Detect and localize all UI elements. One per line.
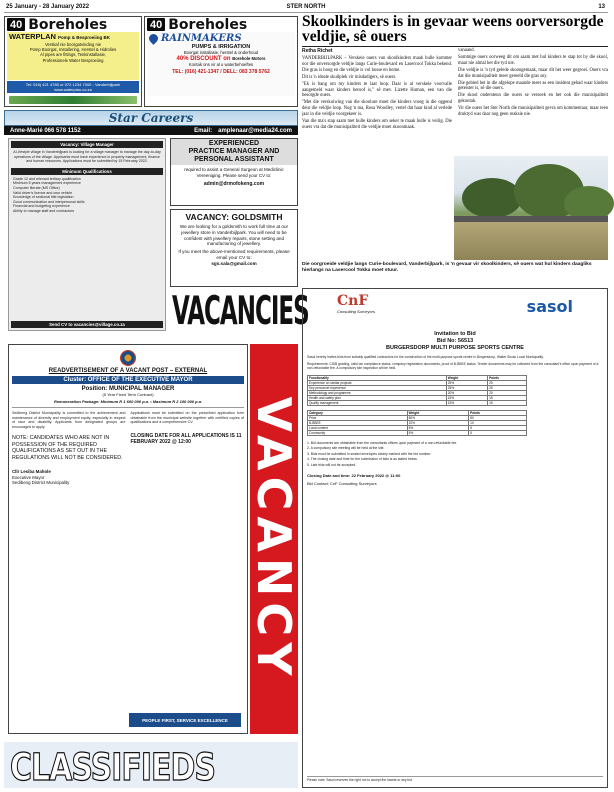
functionality-table bbox=[307, 375, 527, 406]
table-cell: Points bbox=[488, 375, 527, 380]
mayor-name: Cllr Lesiba Mahole bbox=[12, 469, 51, 475]
waterplan-line: Al pipes are fittings, Tenkinstallasie, bbox=[39, 52, 107, 58]
article-paragraph: VANDERBIJLPARK – Verskeie ouers van skoolkinders maak hulle kommer oor die onversorgde veldjie langs Curie-boulevard en Lasercool Tokka bekend. Die gras is hoog en die veldjie is vol bosse en bome. bbox=[302, 56, 452, 73]
table-cell: 25% bbox=[446, 385, 487, 390]
closing-value: 22 February 2022 @ 11:00 bbox=[351, 473, 401, 479]
rainmakers-tel: TEL: (016) 421-1347 / DELL: 083 378 5762 bbox=[172, 69, 270, 76]
table-cell: Methodology and programme bbox=[308, 390, 447, 395]
waterplan-contact: Tel: 016) 421 4780 or 072 1234 7000 - Vanderbijlpark bbox=[25, 82, 121, 87]
vacancies-title-wrap bbox=[172, 290, 309, 335]
tender-footer: Please note: Sasol reserves the right not to accept the lowest or any bid. bbox=[307, 776, 603, 783]
forty-badge: 40 bbox=[147, 18, 165, 31]
goldsmith-body: We are looking for a goldsmith to work full time at our jewellery store in Vanderbijlpark. You will need to be confident with jewellery repairs, stone setting and manufacturing of jewellery. bbox=[179, 224, 289, 247]
star-careers-contact: Anne-Marié 066 578 1152 bbox=[10, 127, 81, 134]
grass-strip bbox=[9, 96, 137, 104]
waterplan-title-rest: Pomp & Besproeiing BK bbox=[58, 35, 111, 40]
table-row bbox=[308, 430, 527, 435]
practice-body: required to assist a General Surgeon at Mediclinic Vereeniging. Please send your CV to: bbox=[184, 167, 284, 178]
rainmakers-brand: RAINMAKERS bbox=[161, 33, 242, 44]
paper-name: STER NORTH bbox=[286, 4, 326, 10]
rainmakers-panel bbox=[147, 32, 295, 96]
municipal-intro: Sedibeng District Municipality is committed to the achievement and maintenance of diversity and employment equity, especially in respect of race and disability. Applicants from designated groups are encouraged to apply. bbox=[12, 411, 126, 429]
table-cell: 5 bbox=[469, 430, 527, 435]
waterplan-line: Verskaf nie boorgatvinding nie bbox=[44, 42, 102, 47]
waterplan-panel bbox=[7, 32, 139, 80]
classifieds-banner bbox=[4, 742, 298, 788]
village-text: A Lifestyle village in Vanderbijlpark is looking for a village manager to manage the day-to-day operations of the village. Applicants must have experience in property management, finance and human resources. Applications must be submitted by 15 February 2022. bbox=[13, 150, 161, 164]
municipal-position-sub: (5 Year Fixed Term Contract) bbox=[102, 392, 154, 397]
table-cell: 5 bbox=[469, 425, 527, 430]
table-cell: 25 bbox=[488, 385, 527, 390]
municipal-header: READVERTISEMENT OF A VACANT POST – EXTERNAL bbox=[48, 368, 208, 374]
village-req-title: Minimum Qualifications bbox=[11, 168, 163, 175]
boreholes-word: Boreholes bbox=[28, 16, 108, 33]
article-column-1 bbox=[302, 56, 452, 262]
tender-item: 5. Late bids will not be accepted. bbox=[307, 462, 357, 467]
article-paragraph: Vir die ouers het Ster North die munisipaliteit gevra om kommentaar, maar teen druktyd was daar nog geen reaksie nie. bbox=[458, 106, 608, 118]
table-cell: Price bbox=[308, 415, 408, 420]
municipal-remuneration: Remuneration Package: Minimum R 1 600 000 p.a. • Maximum R 2 100 000 p.a. bbox=[53, 399, 203, 404]
tender-item: 2. A compulsory site meeting will be held at the site. bbox=[307, 446, 385, 451]
page-masthead bbox=[4, 3, 608, 13]
municipal-note: NOTE: CANDIDATES WHO ARE NOT IN POSSESSION OF THE REQUIRED QUALIFICATIONS AS SET OUT IN THE REGULATIONS WILL NOT BE CONSIDERED. bbox=[12, 435, 123, 461]
article-paragraph: "Met die verskuiwing van die skoolure moet die kinders vroeg in die oggend deur die veldjie loop. Nog 'n ma, Rosa Woodley, vertel dat haar kind al verlede jaar in die veldjie voorgekeer is. bbox=[302, 100, 452, 118]
vacancies-title: VACANCIES bbox=[172, 290, 309, 335]
rain-drop-icon bbox=[147, 32, 160, 45]
waterplan-ad bbox=[4, 16, 142, 107]
forty-badge: 40 bbox=[7, 18, 25, 31]
rainmakers-small: Kontak ons vir al u waterbehoeftes bbox=[188, 62, 254, 68]
table-cell: Weight bbox=[407, 410, 469, 415]
table-cell: Experience on similar projects bbox=[308, 380, 447, 385]
article-paragraph: "Ek is bang om my kinders te laat loop. Daar is al verskeie voorvalle aangemeld waar kinders beroof is," sê mev. Lizette Human, een van die besorgde ouers. bbox=[302, 81, 452, 99]
goldsmith-title: VACANCY: GOLDSMITH bbox=[185, 212, 283, 222]
table-cell: 25% bbox=[446, 380, 487, 385]
practice-email: admin@drmofokeng.com bbox=[203, 180, 265, 187]
article-paragraph: Die skool ondersteun die ouers se versoek en het ook die munisipaliteit gekontak. bbox=[458, 93, 608, 105]
table-cell: Category bbox=[308, 410, 408, 415]
tender-project: BURGERSDORP MULTI PURPOSE SPORTS CENTRE bbox=[386, 345, 524, 351]
star-careers-contact-bar bbox=[4, 126, 298, 135]
village-manager-ad bbox=[8, 138, 166, 331]
table-cell: B-BBEE bbox=[308, 420, 408, 425]
tender-item: 3. Bids must be submitted in sealed envelopes clearly marked with the bid number. bbox=[307, 451, 432, 456]
village-req: Grade 12 and relevant tertiary qualification bbox=[13, 176, 81, 181]
village-req: Valid driver's licence and own vehicle bbox=[13, 190, 73, 195]
classifieds-title: CLASSIFIEDS bbox=[10, 746, 216, 790]
municipal-right-body: Applications must be submitted on the prescribed application form obtainable from the municipal website together with certified copies of qualifications and a comprehensive CV. bbox=[130, 411, 244, 425]
table-cell: 80% bbox=[407, 415, 469, 420]
tender-intro: Sasol hereby invites bids from suitably qualified contractors for the construction of the multi-purpose sports centre in Burgersdorp, Walter Sisulu Local Municipality. bbox=[307, 355, 544, 359]
email-label: Email: bbox=[194, 127, 213, 134]
tender-bid-number: Bid No: 56513 bbox=[436, 338, 474, 344]
village-req: Minimum 5 years management experience bbox=[13, 181, 81, 186]
table-cell: 80 bbox=[469, 415, 527, 420]
table-cell: Quality management bbox=[308, 400, 447, 405]
goldsmith-body2: If you meet the above-mentioned requirements, please email your CV to: bbox=[178, 249, 290, 260]
tender-item: 1. Bid documents are obtainable from the consultants offices upon payment of a non-refundable fee. bbox=[307, 440, 458, 445]
practice-manager-ad bbox=[170, 138, 298, 206]
table-cell: 5% bbox=[407, 430, 469, 435]
tender-paragraph: Requirements: CIDB grading, valid tax compliance status, company registration documents, proof of B-BBEE status. Tender documents may be collected from the consultant's office upon payment of a non-refundable fee. A compulsory site inspection will be held. bbox=[307, 362, 599, 371]
waterplan-line: Professionele Water Besproeiing bbox=[42, 57, 104, 63]
table-cell: 5% bbox=[407, 425, 469, 430]
article-paragraph: vanaand. bbox=[458, 48, 475, 53]
cnf-logo: CnF bbox=[337, 293, 369, 309]
boreholes-header bbox=[5, 17, 141, 32]
article-photo bbox=[454, 156, 608, 260]
discount-rest: Borehole Motors bbox=[232, 56, 266, 62]
municipal-footer: PEOPLE FIRST, SERVICE EXCELLENCE bbox=[129, 713, 241, 727]
table-cell: Weight bbox=[446, 375, 487, 380]
municipal-position: Position: MUNICIPAL MANAGER bbox=[81, 386, 175, 392]
closing-label: Closing Date and time: bbox=[307, 473, 351, 479]
rainmakers-ad bbox=[144, 16, 298, 107]
article-paragraph: Van die ma's stap saam met hulle kinders om seker te maak hulle is veilig. Die ouers vra dat die munisipaliteit die veldjie moet skoonmaak. bbox=[302, 119, 452, 130]
photo-caption: Die oorgroeide veldjie langs Curie-boulevard, Vanderbijlpark, is 'n gevaar vir skoolkinders, sê ouers wat hul kinders daagliks hierlangs na Lasercool Tokka moet stuur. bbox=[302, 262, 592, 273]
table-cell: Functionality bbox=[308, 375, 447, 380]
table-cell: 25 bbox=[488, 380, 527, 385]
table-cell: 15 bbox=[488, 395, 527, 400]
mayor-title: Executive Mayor bbox=[12, 474, 45, 480]
rainmakers-sub: PUMPS & IRRIGATION bbox=[191, 44, 251, 50]
practice-head: EXPERIENCED bbox=[208, 140, 260, 147]
goldsmith-ad bbox=[170, 209, 298, 287]
cnf-logo-sub: Consulting Surveyors bbox=[337, 309, 376, 314]
waterplan-title: WATERPLAN bbox=[9, 32, 56, 41]
municipal-crest-icon bbox=[120, 350, 136, 366]
practice-head: PRACTICE MANAGER AND bbox=[188, 148, 280, 155]
village-req: Financial and budgeting experience bbox=[13, 204, 70, 209]
municipal-manager-ad bbox=[8, 344, 248, 734]
goldsmith-email: sgs.sala@gmail.com bbox=[211, 260, 257, 266]
star-careers-logo: Star Careers bbox=[108, 111, 194, 125]
table-cell: 20 bbox=[488, 390, 527, 395]
table-cell: Local content bbox=[308, 425, 408, 430]
village-footer: Send CV to vacancies@village.co.za bbox=[11, 321, 163, 328]
discount-text: 40% DISCOUNT on bbox=[176, 56, 231, 63]
table-cell: 15% bbox=[446, 400, 487, 405]
table-row bbox=[308, 400, 527, 405]
table-cell: Points bbox=[469, 410, 527, 415]
article-paragraph: Sommige ouers oorweeg dit om saam met hul kinders te stap tot by die skool, maar nie almal het die tyd nie. bbox=[458, 54, 608, 66]
village-req: Computer literate (MS Office) bbox=[13, 185, 60, 190]
municipal-cluster: Cluster: OFFICE OF THE EXECUTIVE MAYOR bbox=[12, 376, 244, 384]
table-cell: 10% bbox=[407, 420, 469, 425]
tender-contact: Bid Contact: CnF Consulting Surveyors bbox=[307, 481, 377, 487]
table-cell: 10 bbox=[469, 420, 527, 425]
page-number: 13 bbox=[598, 4, 605, 10]
article-paragraph: Dit is 'n ideale skuilplek vir misdadigers, sê ouers. bbox=[302, 74, 397, 80]
table-cell: 15% bbox=[446, 395, 487, 400]
vacancy-vertical: VACANCY bbox=[247, 396, 301, 682]
village-req: Knowledge of sectional title legislation bbox=[13, 195, 74, 200]
village-title: Vacancy: Village Manager bbox=[11, 141, 163, 148]
article-paragraph: Die gebied het in die afgelope maande meer as een insident gehad waar kinders geteister is, sê die ouers. bbox=[458, 80, 608, 92]
waterplan-contact-bar bbox=[7, 81, 139, 93]
table-cell: 15 bbox=[488, 400, 527, 405]
waterplan-line: Pomp Boorgat, Installering, Herstel & Hidrolies bbox=[29, 47, 117, 53]
practice-head: PERSONAL ASSISTANT bbox=[194, 156, 274, 163]
star-careers-email: amplenaar@media24.com bbox=[218, 127, 292, 134]
article-paragraph: Die veldjie is 'n tyd gelede skoongemaak, maar dit het weer gegroei. Ouers vra dat die munisipaliteit meer gereeld die gras sny. bbox=[458, 67, 608, 79]
municipality-name: Sedibeng District Municipality bbox=[12, 480, 70, 486]
article-byline: Retha Richet bbox=[302, 48, 333, 54]
star-careers-banner bbox=[4, 110, 298, 126]
table-cell: Key personnel experience bbox=[308, 385, 447, 390]
issue-date: 25 January - 28 January 2022 bbox=[6, 4, 90, 10]
waterplan-web: www.waterplan.co.za bbox=[54, 87, 92, 92]
table-cell: 20% bbox=[446, 390, 487, 395]
municipal-closing: CLOSING DATE FOR ALL APPLICATIONS IS 11 FEBRUARY 2022 @ 12:00 bbox=[130, 432, 242, 445]
table-cell: Health and safety plan bbox=[308, 395, 447, 400]
vacancy-vertical-banner bbox=[247, 344, 301, 734]
village-req: Ability to manage staff and contractors bbox=[13, 208, 75, 213]
sasol-logo: sasol bbox=[526, 297, 573, 316]
scoring-table bbox=[307, 410, 527, 436]
rainmakers-blurb: Boorgat installasie, herstel & onderhoud bbox=[183, 50, 259, 55]
boreholes-header bbox=[145, 17, 297, 32]
boreholes-word: Boreholes bbox=[168, 16, 248, 33]
tender-title: Invitation to Bid bbox=[434, 331, 476, 337]
table-cell: Community bbox=[308, 430, 408, 435]
tender-ad bbox=[302, 288, 608, 788]
village-req: Good communication and interpersonal skills bbox=[13, 199, 85, 204]
article-headline: Skoolkinders is in gevaar weens oorversorgde veldjie, sê ouers bbox=[302, 13, 604, 45]
tender-item: 4. The closing date and time for the submission of bids is as stated below. bbox=[307, 457, 418, 462]
